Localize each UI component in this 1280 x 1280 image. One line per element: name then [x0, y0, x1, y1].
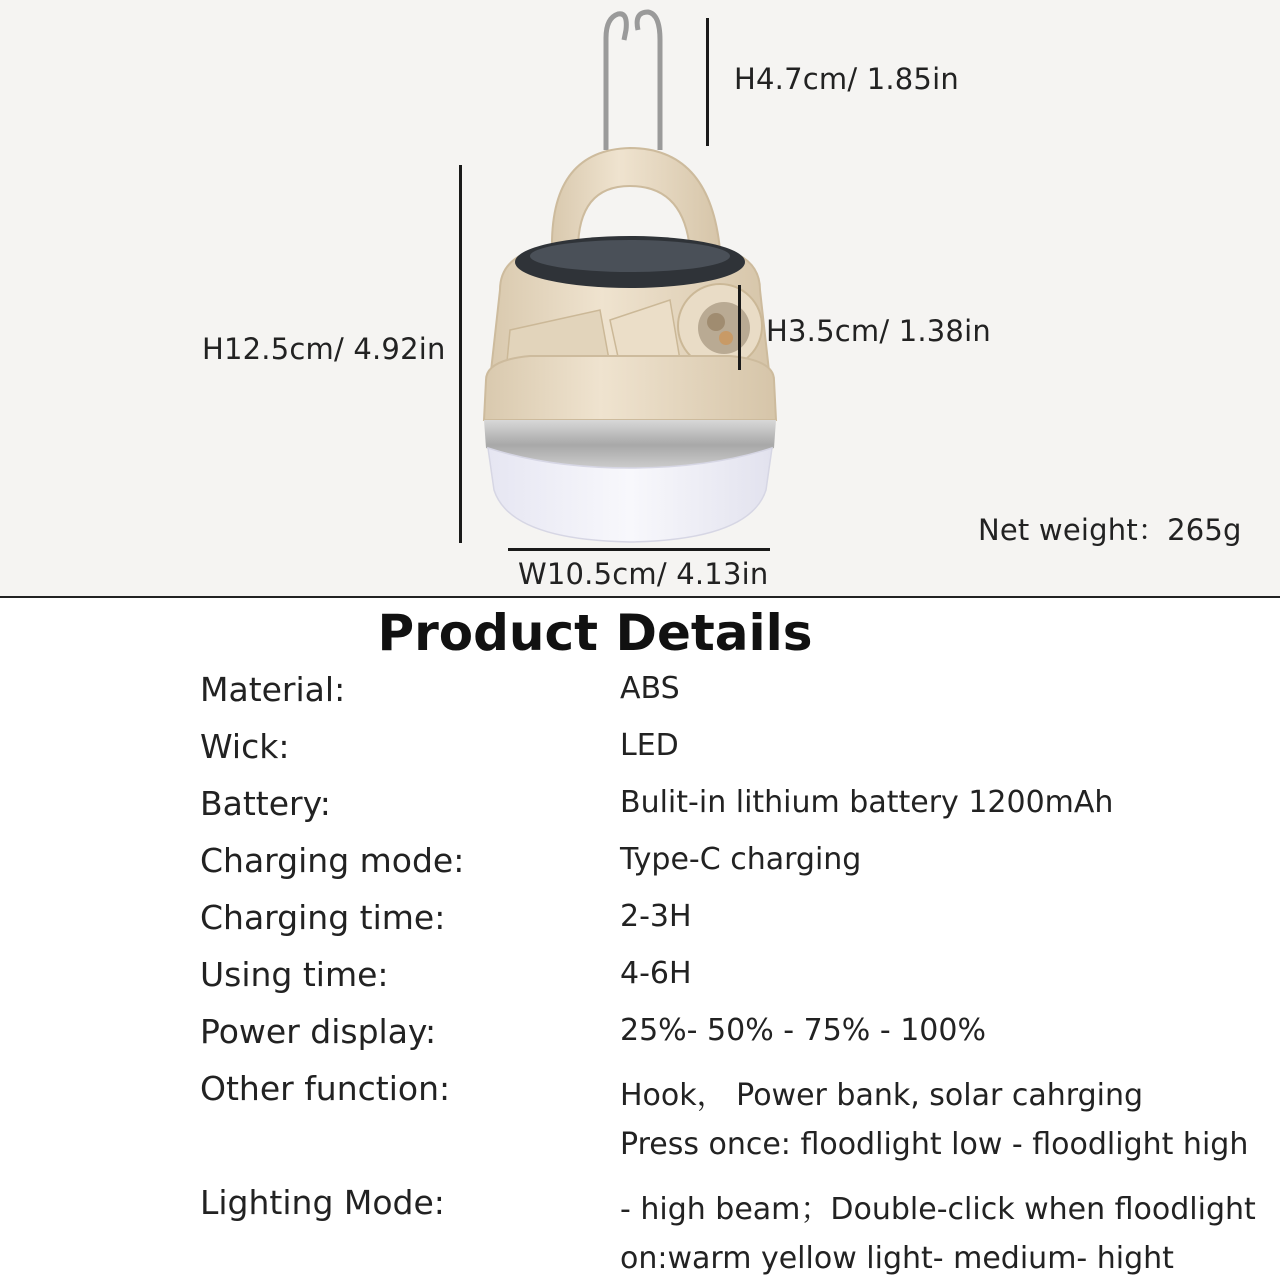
- hook-icon: [606, 14, 626, 150]
- total-height-line: [459, 165, 462, 543]
- spec-label-charging-time: Charging time:: [200, 898, 446, 937]
- spec-value-wick: LED: [620, 728, 679, 763]
- spec-label-using-time: Using time:: [200, 955, 389, 994]
- spec-value-battery: Bulit-in lithium battery 1200mAh: [620, 785, 1114, 820]
- product-details-title: Product Details: [377, 604, 813, 662]
- spec-label-wick: Wick:: [200, 727, 290, 766]
- light-height-label: H3.5cm/ 1.38in: [766, 314, 991, 348]
- width-label: W10.5cm/ 4.13in: [518, 557, 769, 591]
- spec-label-battery: Battery:: [200, 784, 331, 823]
- spec-value-using-time: 4-6H: [620, 956, 692, 991]
- spec-value-lighting-mode-line-3: on:warm yellow light- medium- hight: [620, 1241, 1174, 1276]
- spec-label-charging-mode: Charging mode:: [200, 841, 465, 880]
- spec-value-power-display: 25%- 50% - 75% - 100%: [620, 1013, 986, 1048]
- spec-label-power-display: Power display:: [200, 1012, 437, 1051]
- spec-value-charging-mode: Type-C charging: [620, 842, 862, 877]
- spec-label-lighting-mode: Lighting Mode:: [200, 1183, 445, 1222]
- hook-height-label: H4.7cm/ 1.85in: [734, 62, 959, 96]
- width-line: [508, 548, 770, 551]
- net-weight-label: Net weight：265g: [978, 513, 1242, 547]
- handle-shape: [552, 148, 720, 250]
- spec-value-material: ABS: [620, 671, 680, 706]
- spec-value-other-function: Hook， Power bank, solar cahrging: [620, 1078, 1144, 1113]
- light-height-line: [738, 285, 741, 370]
- hook-height-line: [706, 18, 709, 146]
- spec-label-material: Material:: [200, 670, 346, 709]
- product-image-panel: [0, 0, 1280, 598]
- spec-value-lighting-mode-line-2: - high beam；Double-click when floodlight: [620, 1192, 1256, 1227]
- spec-label-other-function: Other function:: [200, 1069, 451, 1108]
- spec-value-charging-time: 2-3H: [620, 899, 692, 934]
- spec-value-lighting-mode-line-1: Press once: floodlight low - floodlight high: [620, 1127, 1249, 1162]
- total-height-label: H12.5cm/ 4.92in: [202, 332, 446, 366]
